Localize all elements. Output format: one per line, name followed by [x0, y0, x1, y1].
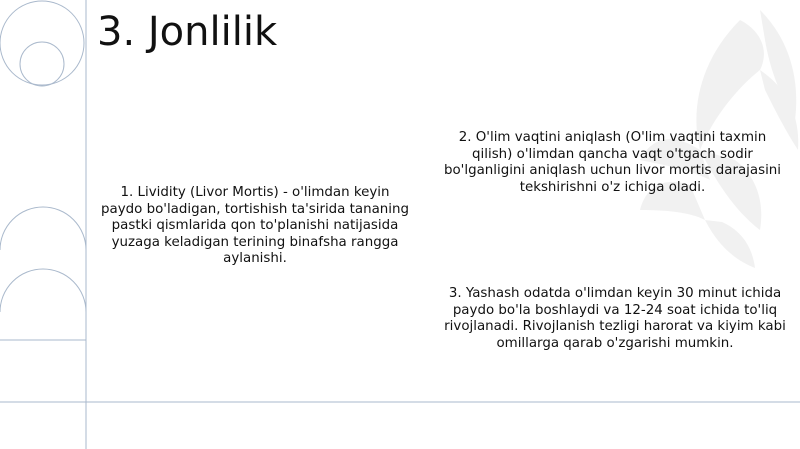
deco-arch-lower [0, 269, 86, 340]
deco-circle-small [20, 42, 64, 86]
deco-arch-upper [0, 207, 86, 250]
deco-circle-large [0, 1, 84, 85]
paragraph-time-of-death: 2. O'lim vaqtini aniqlash (O'lim vaqtini taxmin qilish) o'limdan qancha vaqt o'tgach sodir bo'lganligini aniqlash uchun livor mortis darajasini tekshirishni o'z ichiga oladi. [443, 130, 782, 195]
paragraph-lividity: 1. Lividity (Livor Mortis) - o'limdan keyin paydo bo'ladigan, tortishish ta'sirida tananing pastki qismlarida qon to'planishi natijasida yuzaga keladigan terining binafsha rangga aylanishi. [101, 185, 409, 266]
paragraph-onset: 3. Yashash odatda o'limdan keyin 30 minut ichida paydo bo'la boshlaydi va 12-24 soat ichida to'liq rivojlanadi. Rivojlanish tezligi harorat va kiyim kabi omillarga qarab o'zgarishi mumkin. [444, 286, 786, 351]
slide-title: 3. Jonlilik [97, 9, 278, 55]
